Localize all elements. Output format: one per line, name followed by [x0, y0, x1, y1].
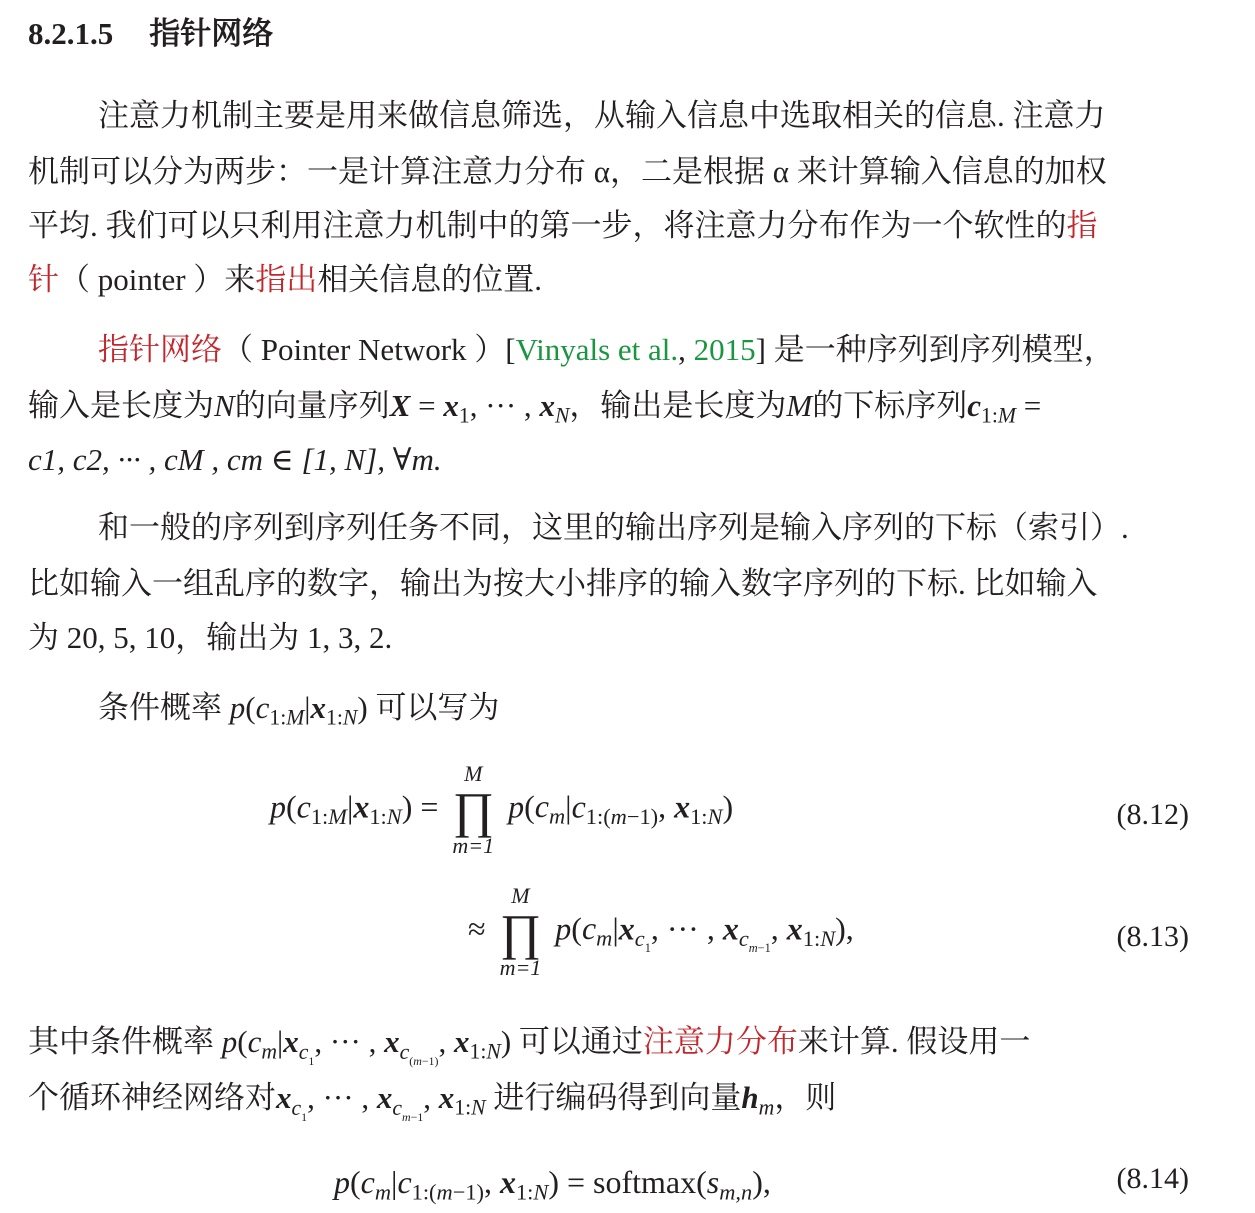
equation-number-8-14: (8.14): [1116, 1162, 1189, 1195]
para5-text-d: 个循环神经网络对: [28, 1080, 276, 1115]
para1-line4-end: 相关信息的位置.: [317, 262, 543, 297]
para5-text-c: 来计算. 假设用一: [797, 1024, 1031, 1059]
attention-distribution-term-link[interactable]: 注意力分布: [642, 1024, 798, 1059]
equation-number-8-12: (8.12): [1116, 798, 1189, 831]
para2-text-c: ，输出是长度为: [569, 388, 787, 423]
para2-line1-end: ] 是一种序列到序列模型，: [755, 332, 1115, 367]
para4-text-b: 可以写为: [375, 690, 500, 725]
equation-8-14: $p(c_m|c_{1:(m-1)}$, $x_{1:N}$) = $softmax(s_{m,n})$,: [334, 1164, 771, 1205]
pointer-network-english: （ Pointer Network ）[: [222, 332, 516, 367]
para5-text-b: 可以通过: [518, 1024, 643, 1059]
pointer-term-link-cont[interactable]: 针: [28, 262, 59, 297]
citation-year-link[interactable]: 2015: [693, 332, 756, 367]
pointer-network-term-link[interactable]: 指针网络: [98, 332, 222, 367]
para2-text-a: 输入是长度为: [28, 388, 214, 423]
pointer-english: （ pointer ）来: [59, 262, 256, 297]
para5-text-e: 进行编码得到向量: [493, 1080, 742, 1115]
section-title: 指针网络: [149, 16, 274, 51]
equation-8-12: $p(c_{1:M}|x_{1:N})$ = M ∏ m=1 $p(c_m|c_{1:(m-1)}$, $x_{1:N}$): [270, 761, 734, 858]
para1-line4: [28, 260, 542, 300]
para3-line1: 和一般的序列到序列任务不同，这里的输出序列是输入序列的下标（索引）.: [98, 510, 1129, 545]
equation-8-13: ≈ M ∏ m=1 $p(c_m|x_{c_1}$, ··· , $x_{c_{m-1}}$, $x_{1:N}$),: [468, 883, 854, 980]
para2-line1: [98, 330, 1115, 370]
para2-line3: c1, c2, ··· , cM , cm ∈ [1, N], ∀m.: [28, 442, 442, 477]
para1-line3-text: 平均. 我们可以只利用注意力机制中的第一步，将注意力分布作为一个软性的: [28, 208, 1067, 243]
para1-line1: 注意力机制主要是用来做信息筛选，从输入信息中选取相关的信息. 注意力: [98, 98, 1106, 133]
product-operator: M ∏ m=1: [499, 883, 542, 980]
point-out-term-link[interactable]: 指出: [255, 262, 318, 297]
para1-line3: [28, 206, 1098, 246]
para5-line1: 其中条件概率 $p(c_m|x_{c_1}$, ··· , $x_{c_{(m-1)}}$, $x_{1:N}$) 可以通过注意力分布来计算. 假设用一: [28, 1024, 1031, 1068]
para4-line: 条件概率 $p(c_{1:M}|x_{1:N})$ 可以写为: [98, 690, 500, 730]
citation-comma: ,: [678, 332, 694, 367]
para2-line2: 输入是长度为N的向量序列$X = x_1$, ··· , $x_N$，输出是长度为M的下标序列$c_{1:M}$ =: [28, 388, 1042, 428]
para2-text-b: 的向量序列: [234, 388, 390, 423]
para5-line2: 个循环神经网络对$x_{c_1}$, ··· , $x_{c_{m-1}}$, $x_{1:N}$ 进行编码得到向量$h_m$，则: [28, 1080, 837, 1124]
section-number: 8.2.1.5: [28, 16, 114, 51]
para5-text-f: ，则: [774, 1080, 837, 1115]
para3-line2: 比如输入一组乱序的数字，输出为按大小排序的输入数字序列的下标. 比如输入: [28, 566, 1098, 601]
section-heading: [28, 8, 273, 53]
para5-text-a: 其中条件概率: [28, 1024, 214, 1059]
citation-author-link[interactable]: Vinyals et al.: [515, 332, 679, 367]
para1-line2: 机制可以分为两步：一是计算注意力分布 α，二是根据 α 来计算输入信息的加权: [28, 154, 1107, 189]
para3-line3: 为 20, 5, 10，输出为 1, 3, 2.: [28, 620, 393, 655]
pointer-term-link[interactable]: 指: [1066, 208, 1098, 243]
para2-text-d: 的下标序列: [812, 388, 968, 423]
equation-number-8-13: (8.13): [1116, 920, 1189, 953]
product-operator: M ∏ m=1: [452, 761, 495, 858]
para4-text-a: 条件概率: [98, 690, 222, 725]
